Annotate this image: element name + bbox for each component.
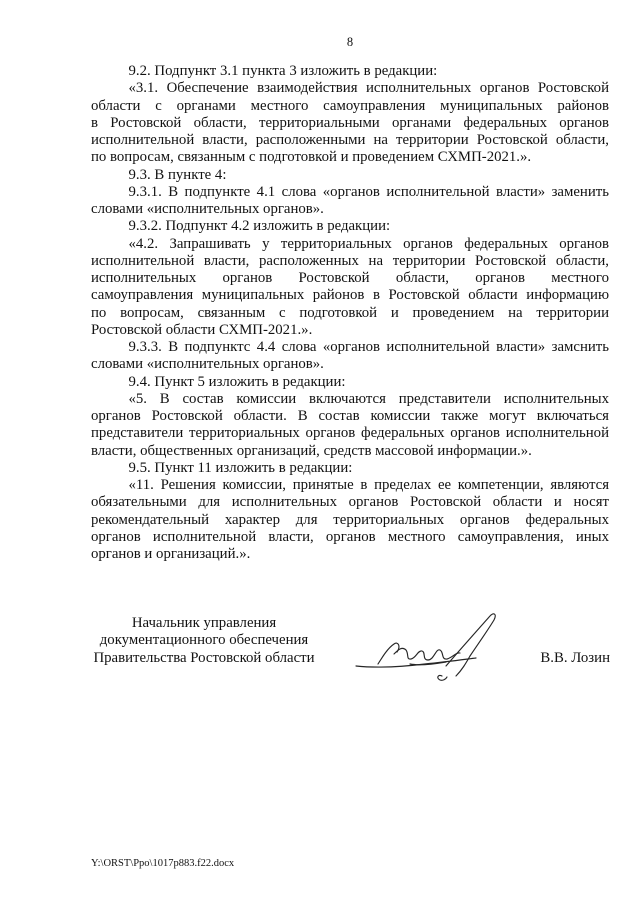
quoted-item-5 [91, 391, 609, 460]
signatory-position-line: Начальник управления [131, 615, 277, 631]
text-line: исполнительных органов Ростовской области, органов местного [91, 270, 609, 286]
text-line: 9.4. Пункт 5 изложить в редакции: [128, 373, 346, 390]
text-line: исполнительной власти, расположенных на территории Ростовской области, [91, 252, 609, 269]
text-line: в Ростовской области, территориальными органами федеральных органов [91, 114, 609, 131]
signatory-name: В.В. Лозин [540, 649, 610, 666]
text-line: органов исполнительной власти, органов местного самоуправления, иных [91, 528, 609, 545]
text-line: «4.2. Запрашивать у территориальных органов федеральных органов [128, 235, 609, 252]
quoted-subitem-4-2 [91, 236, 609, 340]
text-line: органов Ростовской области. В состав комиссии также могут включаться [91, 408, 609, 424]
paragraph-9-3-1 [91, 184, 609, 219]
text-line: 9.3.3. В подпунктс 4.4 слова «органов исполнительной власти» замснить [128, 339, 609, 355]
text-line: обязательными для исполнительных органов Ростовской области и носят [91, 494, 609, 511]
text-line: 9.5. Пункт 11 изложить в редакции: [128, 459, 353, 476]
text-line: исполнительной власти, расположенными на территории Ростовской области, [91, 132, 609, 148]
page-number: 8 [346, 35, 354, 49]
text-line: по вопросам, связанным с подготовкой и проведением на территории [91, 304, 609, 321]
text-line: 9.3.2. Подпункт 4.2 изложить в редакции: [128, 218, 391, 235]
paragraph-9-3 [91, 167, 609, 184]
text-line: самоуправления муниципальных районов в Ростовской области информацию [91, 287, 609, 304]
text-line: рекомендательный характер для территориальных органов федеральных [91, 511, 609, 528]
signatory-position-line: документационного обеспечения [99, 632, 309, 649]
text-line: словами «исполнительных органов». [91, 201, 324, 217]
text-line: области с органами местного самоуправления муниципальных районов [91, 97, 609, 114]
paragraph-9-4 [91, 374, 609, 391]
text-line: 9.3.1. В подпункте 4.1 слова «органов исполнительной власти» заменить [128, 183, 609, 200]
text-line: органов и организаций.». [91, 546, 251, 562]
signatory-position [91, 615, 317, 667]
signatory-position-line: Правительства Ростовской области [93, 649, 315, 666]
handwritten-signature [350, 606, 500, 686]
text-line: 9.3. В пункте 4: [128, 166, 227, 183]
paragraph-9-5 [91, 460, 609, 477]
paragraph-9-3-3 [91, 339, 609, 374]
document-body [91, 63, 609, 563]
paragraph-9-2 [91, 63, 609, 80]
quoted-subitem-3-1 [91, 80, 609, 166]
text-line: представители территориальных органов федеральных органов исполнительной [91, 425, 609, 442]
file-path-footer: Y:\ORST\Ppo\1017p883.f22.docx [91, 858, 235, 869]
text-line: «11. Решения комиссии, принятые в пределах ее компетенции, являются [128, 477, 609, 493]
paragraph-9-3-2 [91, 218, 609, 235]
quoted-item-11 [91, 477, 609, 563]
text-line: словами «исполнительных органов». [91, 356, 324, 373]
text-line: власти, общественных организаций, средств массовой информации.». [91, 442, 532, 459]
text-line: 9.2. Подпункт 3.1 пункта 3 изложить в редакции: [128, 63, 438, 79]
text-line: по вопросам, связанным с подготовкой и проведением СХМП-2021.». [91, 149, 532, 166]
text-line: «5. В состав комиссии включаются представители исполнительных [128, 390, 609, 407]
text-line: Ростовской области СХМП-2021.». [91, 321, 313, 338]
text-line: «3.1. Обеспечение взаимодействия исполнительных органов Ростовской [128, 80, 609, 97]
